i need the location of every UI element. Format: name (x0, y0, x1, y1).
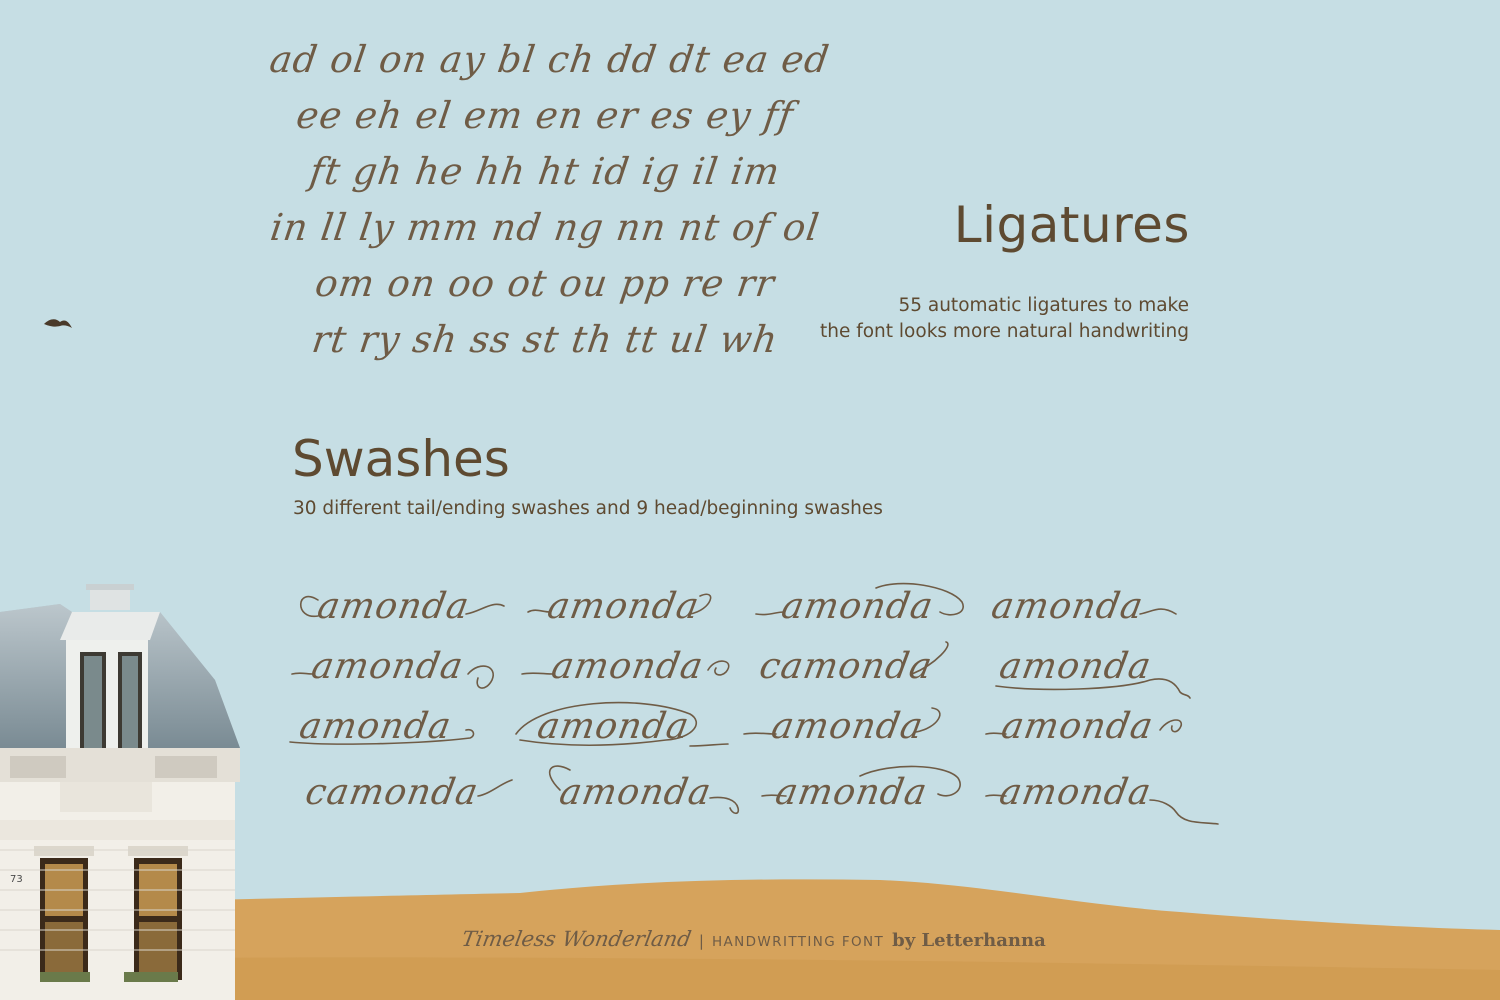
house-number: 73 (10, 874, 23, 885)
swashes-description: 30 different tail/ending swashes and 9 head/beginning swashes (293, 498, 883, 519)
swash-sample: amonda (544, 586, 703, 627)
ligatures-description-line: 55 automatic ligatures to make (898, 295, 1189, 316)
swash-sample: amonda (772, 772, 931, 813)
ligature-line: ft gh he hh ht id ig il im (307, 150, 784, 193)
swash-sample: amonda (308, 646, 467, 687)
swash-sample: amonda (996, 646, 1155, 687)
ligatures-title: Ligatures (953, 196, 1190, 254)
swash-sample: amonda (556, 772, 715, 813)
swash-sample: amonda (996, 772, 1155, 813)
ligature-line: ee eh el em en er es ey ff (293, 94, 797, 137)
footer-subtitle: HANDWRITTING FONT (711, 934, 885, 950)
swash-sample: camonda (756, 646, 936, 687)
footer-separator: | (698, 932, 704, 950)
swashes-title: Swashes (292, 430, 510, 488)
ligature-line: in ll ly mm nd ng nn nt of ol (267, 206, 823, 249)
swash-sample: amonda (778, 586, 937, 627)
swash-sample: camonda (302, 772, 482, 813)
swash-sample: amonda (296, 706, 455, 747)
ligature-line: om on oo ot ou pp re rr (312, 262, 778, 305)
swash-sample: amonda (534, 706, 693, 747)
swash-sample: amonda (998, 706, 1157, 747)
footer (459, 927, 1046, 951)
swash-sample: amonda (548, 646, 707, 687)
swash-sample: amonda (768, 706, 927, 747)
footer-font-name: Timeless Wonderland (459, 927, 694, 951)
ligature-line: ad ol on ay bl ch dd dt ea ed (267, 38, 833, 81)
ligatures-description (769, 293, 1189, 345)
swash-sample: amonda (988, 586, 1147, 627)
swash-sample: amonda (314, 586, 473, 627)
footer-brand: by Letterhanna (892, 930, 1046, 951)
ligature-line: rt ry sh ss st th tt ul wh (309, 318, 781, 361)
ligatures-description-line: the font looks more natural handwriting (819, 321, 1189, 342)
